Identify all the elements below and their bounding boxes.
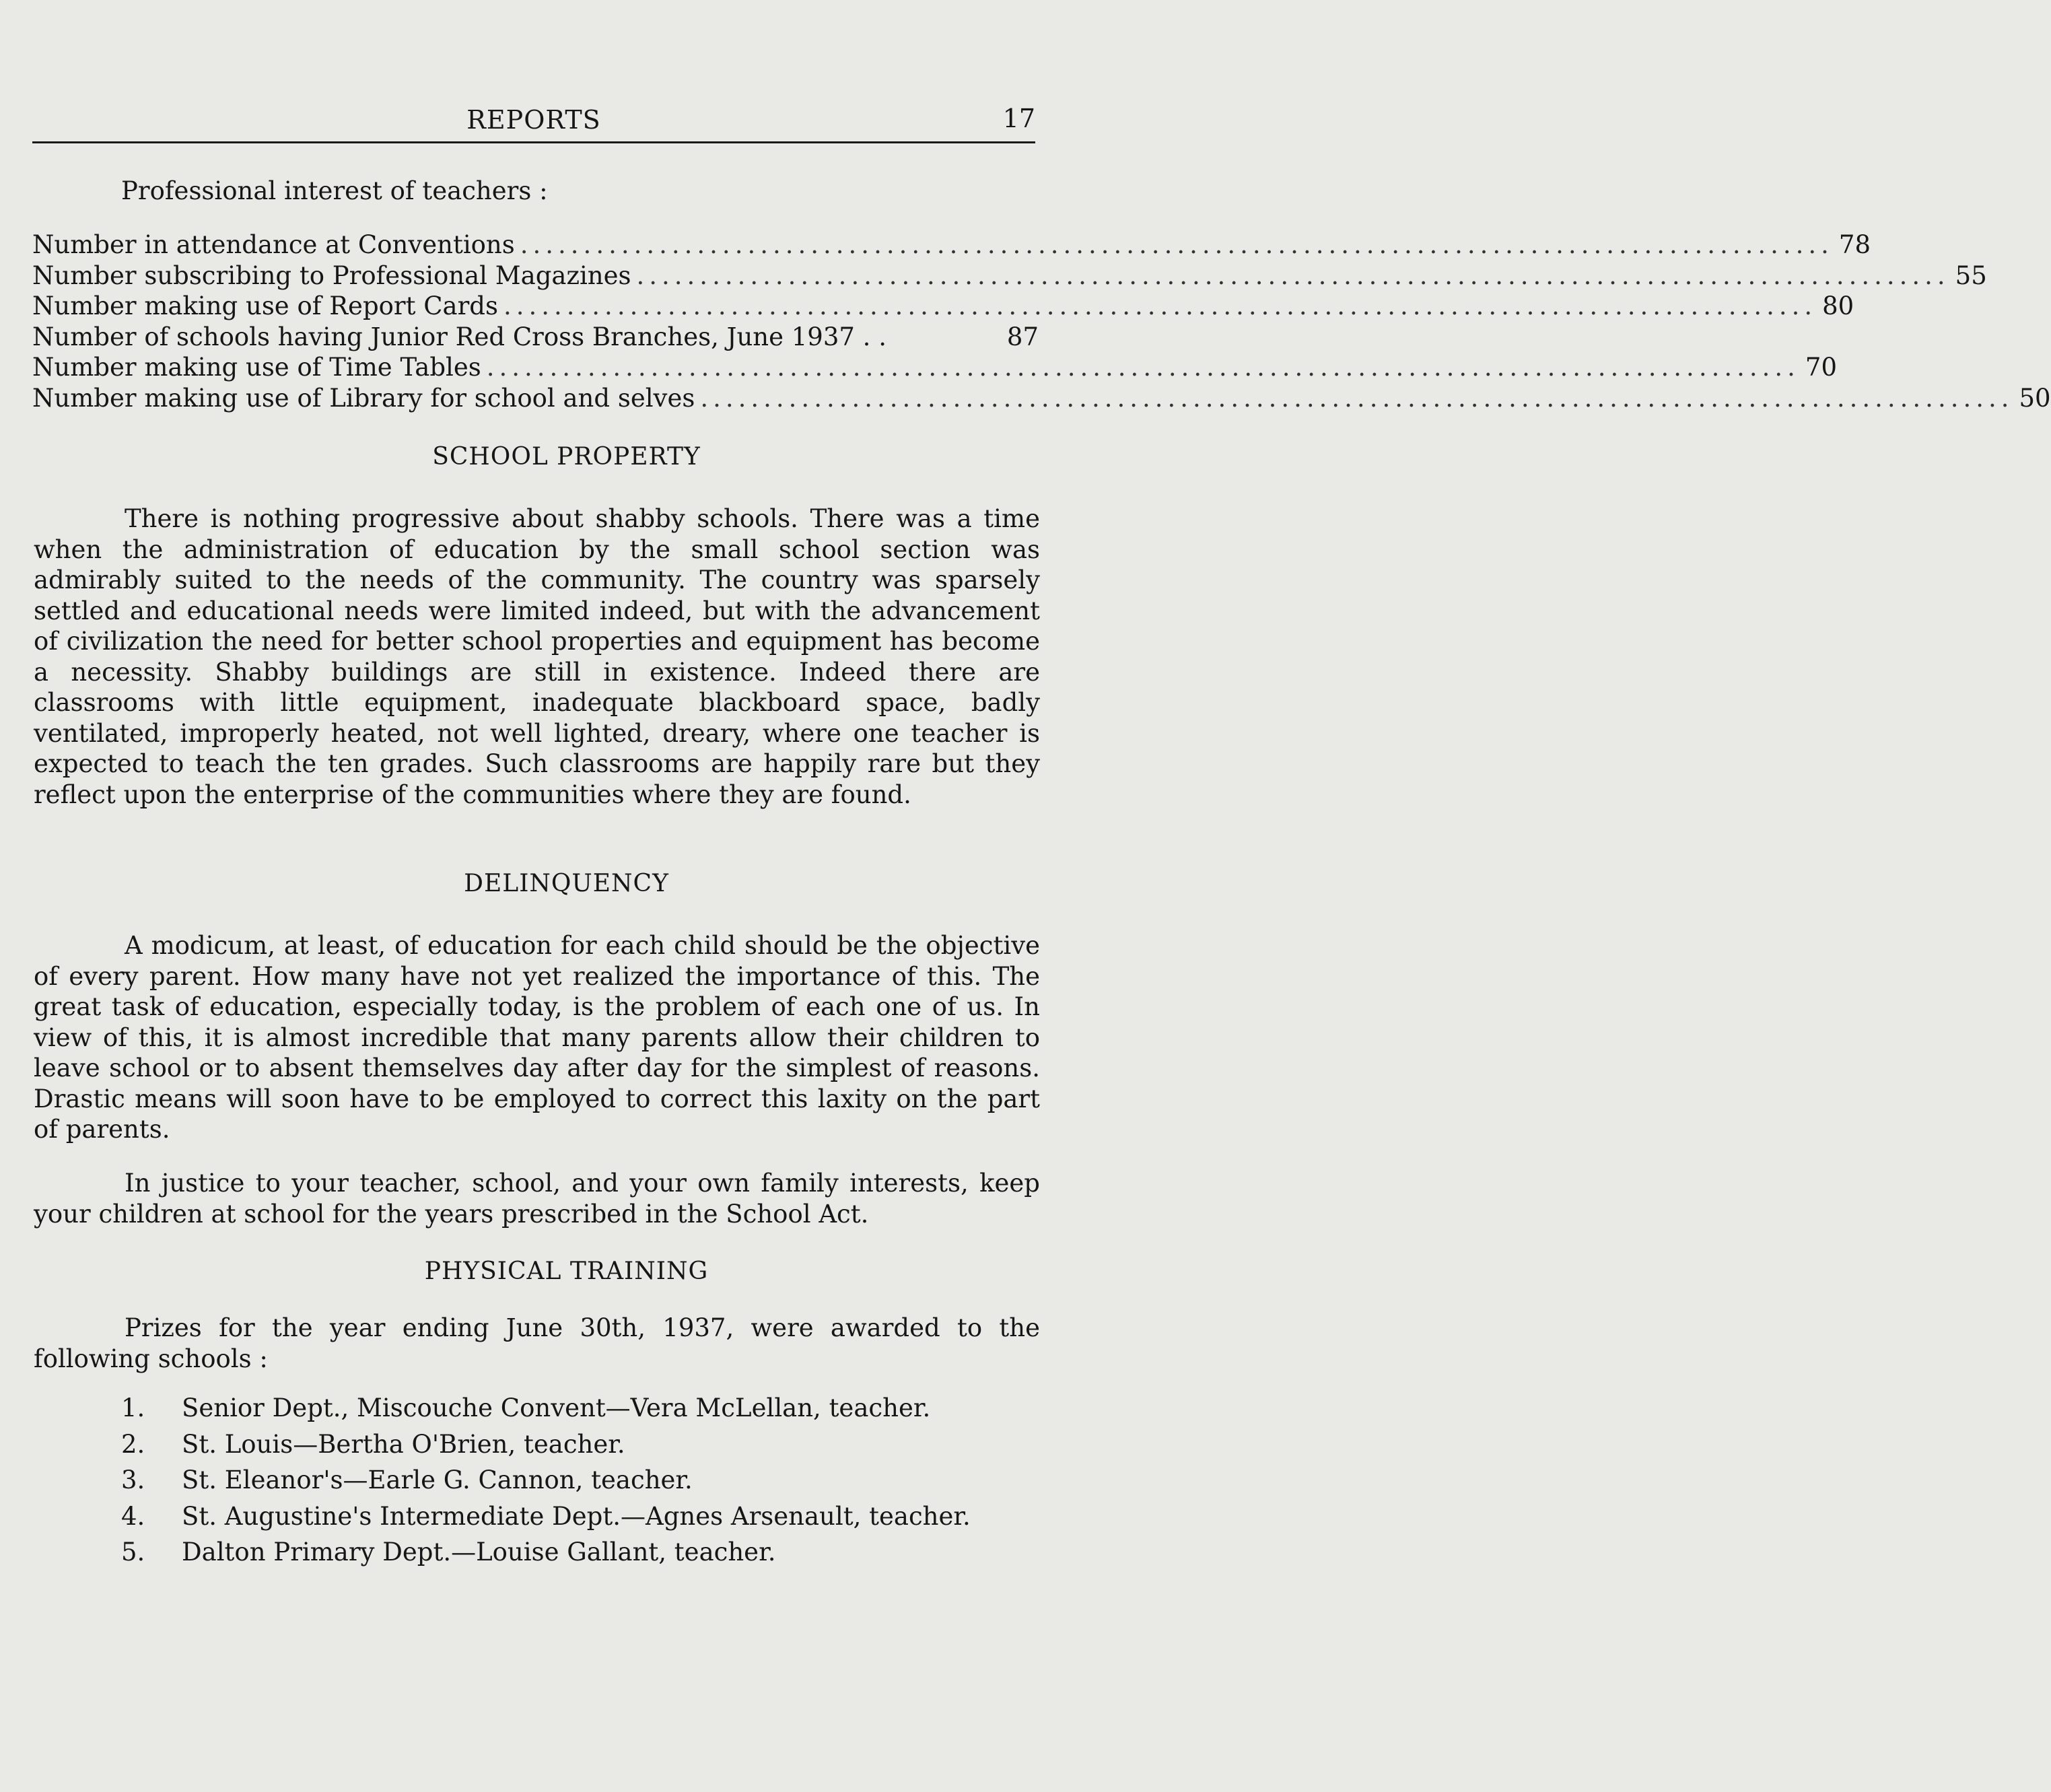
stat-row [32,291,1854,322]
stat-row [32,322,1039,353]
physical-training-intro: Prizes for the year ending June 30th, 1937, were awarded to the following schools : [34,1313,1040,1373]
stat-value: 80 [1822,291,1854,320]
school-property-paragraph: There is nothing progressive about shabby schools. There was a time when the administration of education by the small school section was admirably suited to the needs of the community. The country was sparsely settled and educational needs were limited indeed, but with the advancement of civilization the need for better school properties and equipment has become a necessity. Shabby buildings are still in existence. Indeed there are classrooms with little equipment, inadequate blackboard space, badly ventilated, improperly heated, not well lighted, dreary, where one teacher is expected to teach the ten grades. Such classrooms are happily rare but they reflect upon the enterprise of the communities where they are found. [34,504,1040,809]
stat-row [32,353,1837,384]
teacher-stats-list [32,230,2051,414]
stat-value: 55 [1955,261,1987,290]
list-text: St. Augustine's Intermediate Dept.—Agnes Arsenault, teacher. [182,1501,971,1531]
list-item [121,1502,971,1538]
list-number: 4. [121,1501,145,1531]
stat-value: 50 [2019,383,2051,413]
stat-row [32,230,1871,261]
dot-leader: ........................................................................................................ [700,383,2014,413]
stat-label: Number subscribing to Professional Magazines [32,261,631,290]
stat-row [32,383,2051,415]
list-item [121,1538,971,1574]
header-rule [32,141,1035,143]
teachers-intro: Professional interest of teachers : [121,176,548,205]
prize-list [121,1393,971,1574]
stat-value: 87 [1006,322,1039,351]
dot-leader: ........................................................................................................ [503,291,1817,320]
stat-value: 78 [1838,230,1871,259]
school-property-heading: SCHOOL PROPERTY [432,443,701,471]
running-title: REPORTS [466,105,601,135]
dot-leader: ........................................................................................................ [486,353,1800,382]
list-text: Senior Dept., Miscouche Convent—Vera McLellan, teacher. [182,1393,931,1422]
running-head [32,100,1035,147]
list-number: 1. [121,1393,145,1422]
dot-leader: ........................................................................................................ [520,230,1834,259]
list-number: 2. [121,1429,145,1459]
stat-label: Number making use of Library for school and selves [32,383,695,413]
delinquency-paragraph-2: In justice to your teacher, school, and your own family interests, keep your children at school for the years prescribed in the School Act. [34,1169,1040,1229]
list-number: 3. [121,1466,145,1494]
stat-label: Number of schools having Junior Red Cross Branches, June 1937 . . [32,322,887,351]
delinquency-heading: DELINQUENCY [464,870,669,897]
list-item [121,1466,971,1502]
dot-leader: ........................................................................................................ [636,261,1950,290]
stat-label: Number making use of Time Tables [32,353,481,382]
stat-label: Number in attendance at Conventions [32,230,515,259]
physical-training-heading: PHYSICAL TRAINING [424,1257,709,1285]
list-number: 5. [121,1538,145,1566]
list-text: Dalton Primary Dept.—Louise Gallant, teacher. [182,1538,776,1566]
list-item [121,1393,971,1430]
delinquency-paragraph: A modicum, at least, of education for each child should be the objective of every parent. How many have not yet realized the importance of this. The great task of education, especially today, is the problem of each one of us. In view of this, it is almost incredible that many parents allow their children to leave school or to absent themselves day after day for the simplest of reasons. Drastic means will soon have to be employed to correct this laxity on the part of parents. [34,931,1040,1144]
stat-label: Number making use of Report Cards [32,291,498,320]
list-text: St. Louis—Bertha O'Brien, teacher. [182,1429,625,1459]
list-text: St. Eleanor's—Earle G. Cannon, teacher. [182,1466,693,1494]
stat-row [32,261,1987,292]
page-number: 17 [1002,104,1035,133]
stat-value: 70 [1805,353,1837,382]
list-item [121,1430,971,1466]
